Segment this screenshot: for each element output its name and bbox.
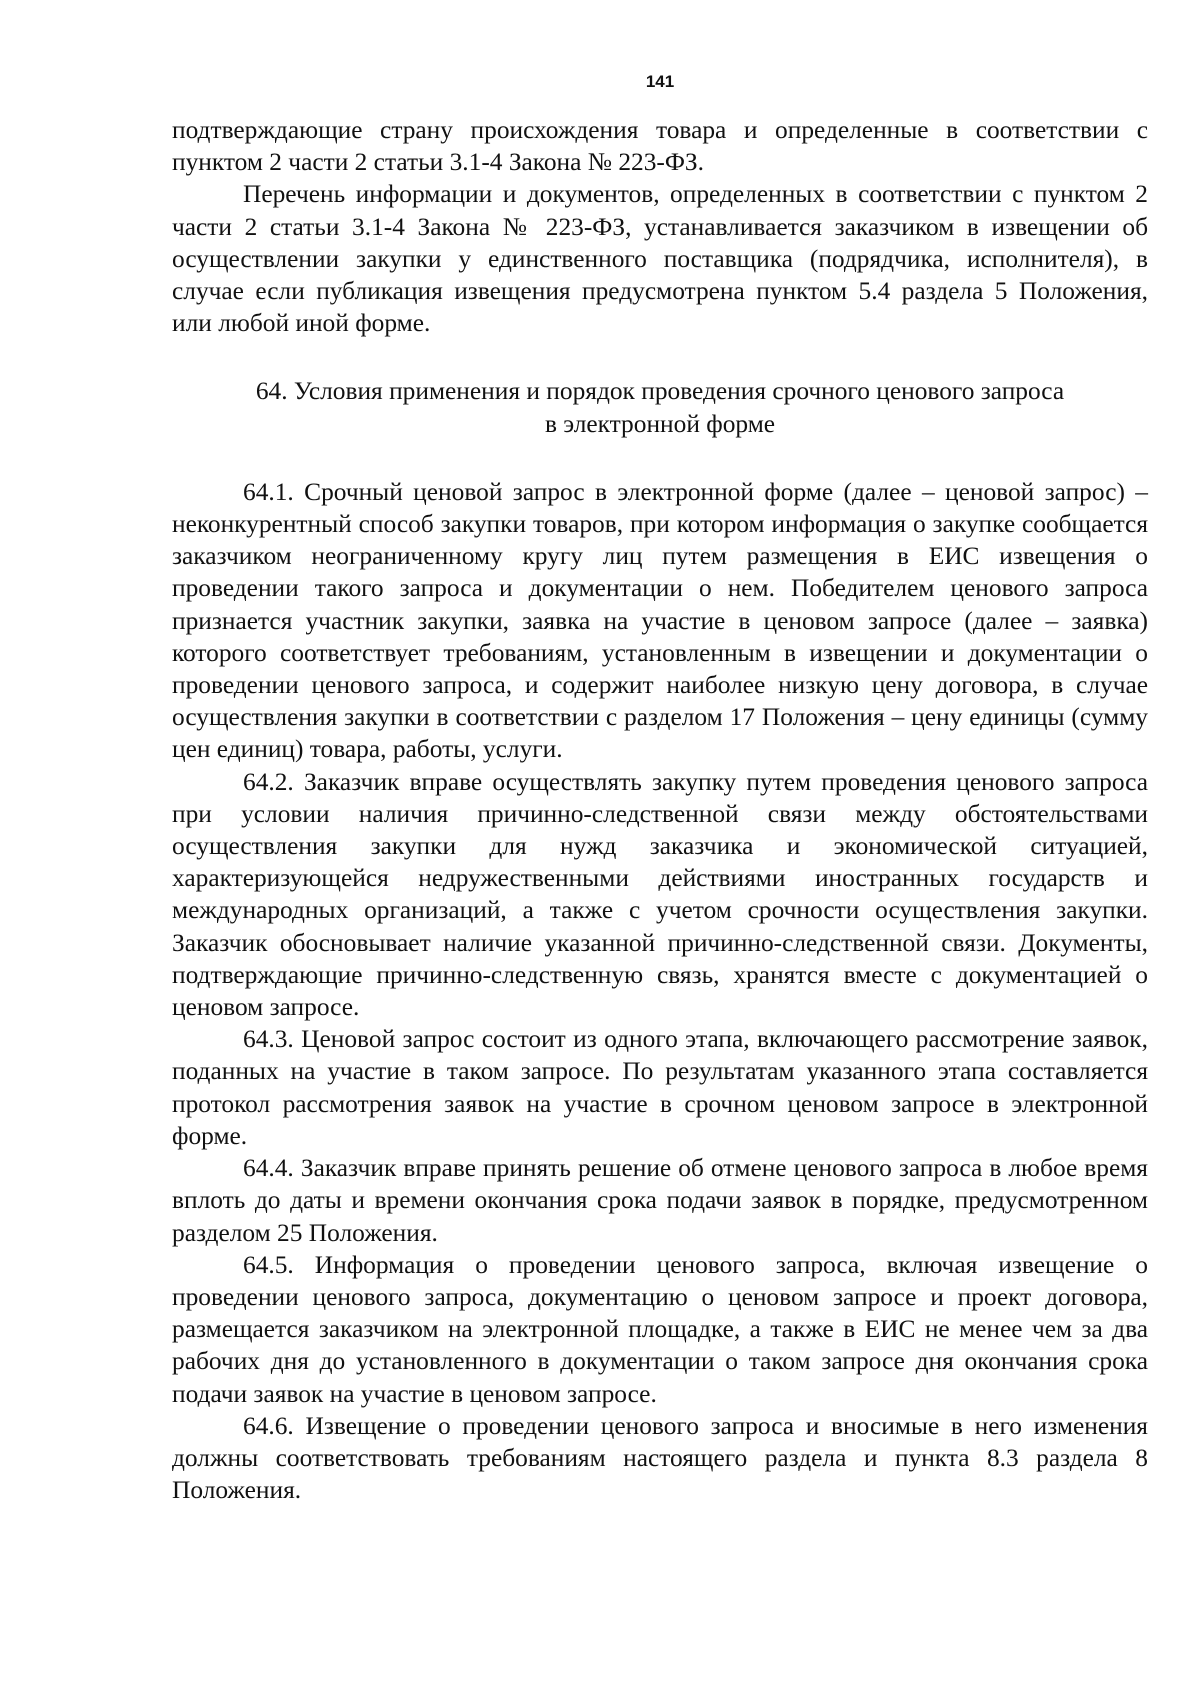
paragraph-64-6: 64.6. Извещение о проведении ценового запроса и вносимые в него изменения должны соответствовать требованиям настоящего раздела и пункта 8.3 раздела 8 Положения. [172,1411,1148,1505]
paragraph-intro-list-of-documents: Перечень информации и документов, определенных в соответствии с пунктом 2 части 2 статьи 3.1-4 Закона № 223-ФЗ, устанавливается заказчиком в извещении об осуществлении закупки у единственного поставщика (подрядчика, исполнителя), в случае если публикация извещения предусмотрена пунктом 5.4 раздела 5 Положения, или любой иной форме. [172,180,1148,338]
paragraph-64-1: 64.1. Срочный ценовой запрос в электронной форме (далее – ценовой запрос) – неконкурентный способ закупки товаров, при котором информация о закупке сообщается заказчиком неограниченному кругу лиц путем размещения в ЕИС извещения о проведении такого запроса и документации о нем. Победителем ценового запроса признается участник закупки, заявка на участие в ценовом запросе (далее – заявка) которого соответствует требованиям, установленным в извещении и документации о проведении ценового запроса, и содержит наиболее низкую цену договора, в случае осуществления закупки в соответствии с разделом 17 Положения – цену единицы (сумму цен единиц) товара, работы, услуги. [172,477,1148,764]
paragraph-intro-continuation: подтверждающие страну происхождения товара и определенные в соответствии с пунктом 2 части 2 статьи 3.1-4 Закона № 223-ФЗ. [172,116,1148,177]
section-heading-line-1: 64. Условия применения и порядок проведения срочного ценового запроса [255,377,1065,406]
paragraph-64-4: 64.4. Заказчик вправе принять решение об отмене ценового запроса в любое время вплоть до даты и времени окончания срока подачи заявок в порядке, предусмотренном разделом 25 Положения. [172,1154,1148,1247]
paragraph-64-3: 64.3. Ценовой запрос состоит из одного этапа, включающего рассмотрение заявок, поданных на участие в таком запросе. По результатам указанного этапа составляется протокол рассмотрения заявок на участие в срочном ценовом запросе в электронной форме. [172,1025,1148,1150]
paragraph-64-5: 64.5. Информация о проведении ценового запроса, включая извещение о проведении ценового запроса, документацию о ценовом запросе и проект договора, размещается заказчиком на электронной площадке, а также в ЕИС не менее чем за два рабочих дня до установленного в документации о таком запросе дня окончания срока подачи заявок на участие в ценовом запросе. [172,1250,1148,1408]
section-heading-line-2: в электронной форме [544,409,776,438]
paragraph-64-2: 64.2. Заказчик вправе осуществлять закупку путем проведения ценового запроса при условии наличия причинно-следственной связи между обстоятельствами осуществления закупки для нужд заказчика и экономической ситуацией, характеризующейся недружественными действиями иностранных государств и международных организаций, а также с учетом срочности осуществления закупки. Заказчик обосновывает наличие указанной причинно-следственной связи. Документы, подтверждающие причинно-следственную связь, хранятся вместе с документацией о ценовом запросе. [172,767,1148,1022]
page-number: 141 [645,72,675,91]
section-heading [172,375,1148,439]
